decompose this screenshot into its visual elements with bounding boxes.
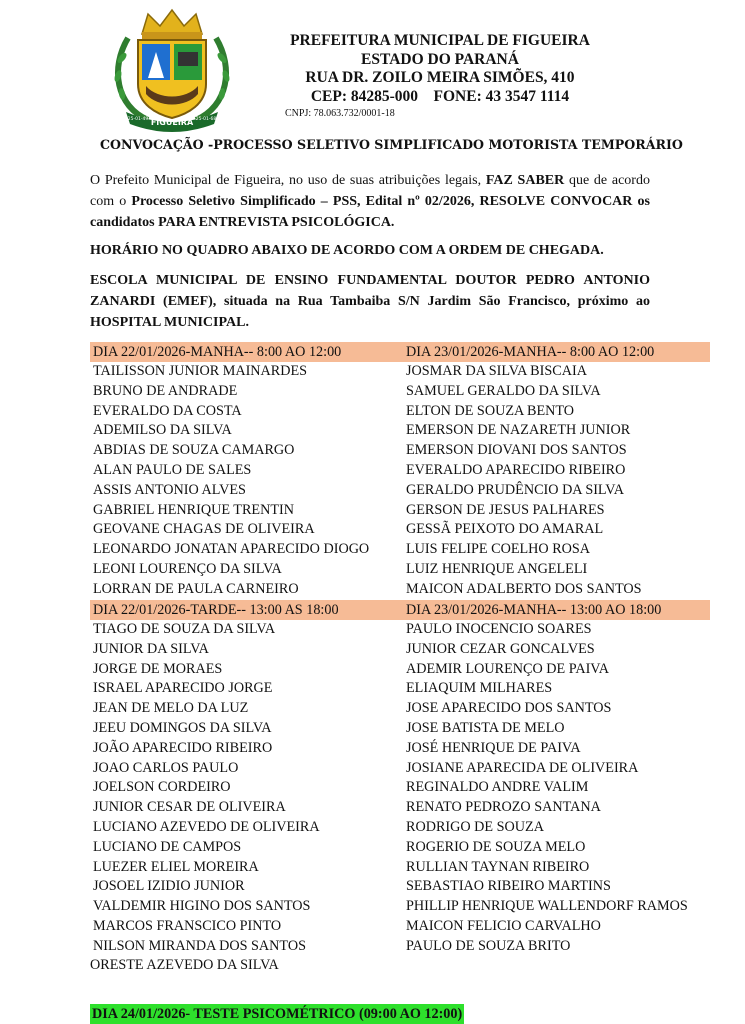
table-row — [90, 838, 710, 858]
candidate-name-left: EVERALDO DA COSTA — [93, 402, 242, 419]
table-row — [90, 382, 710, 402]
candidate-name-right: RODRIGO DE SOUZA — [406, 818, 544, 835]
candidate-name-right: PAULO INOCENCIO SOARES — [406, 621, 592, 637]
table-row — [90, 937, 710, 957]
table-row — [90, 798, 710, 818]
table-row — [90, 759, 710, 779]
crest-date-left: 25-01-49 — [127, 117, 149, 122]
psychometric-test-note: DIA 24/01/2026- TESTE PSICOMÉTRICO (09:00 AO 12:00) — [92, 1006, 463, 1022]
cnpj: CNPJ: 78.063.732/0001-18 — [285, 108, 395, 119]
table-row — [90, 818, 710, 838]
intro-paragraph — [90, 170, 650, 233]
table-row — [90, 660, 710, 680]
candidate-name-left: LEONI LOURENÇO DA SILVA — [93, 560, 282, 577]
municipal-crest-icon — [108, 8, 236, 132]
candidate-name-left: JOÃO APARECIDO RIBEIRO — [93, 739, 273, 756]
table-row — [90, 620, 710, 640]
candidate-name-left: ADEMILSO DA SILVA — [93, 422, 232, 439]
table-row — [90, 441, 710, 461]
candidate-name-left: TIAGO DE SOUZA DA SILVA — [93, 621, 276, 637]
crest-date-right: 25-01-68 — [195, 117, 217, 122]
candidate-name-right: EMERSON DIOVANI DOS SANTOS — [406, 442, 627, 459]
table-row — [90, 520, 710, 540]
candidate-name-left: NILSON MIRANDA DOS SANTOS — [93, 937, 306, 954]
candidate-name-right: ELTON DE SOUZA BENTO — [406, 402, 575, 419]
table-row — [90, 679, 710, 699]
candidate-name-right: REGINALDO ANDRE VALIM — [406, 779, 589, 796]
document-title: CONVOCAÇÃO -PROCESSO SELETIVO SIMPLIFICADO MOTORISTA TEMPORÁRIO — [100, 137, 683, 152]
table-row — [90, 421, 710, 441]
table-row — [90, 640, 710, 660]
schedule-block-1 — [90, 342, 710, 600]
candidate-name-left: LUEZER ELIEL MOREIRA — [93, 858, 259, 875]
candidate-name-right: GESSÃ PEIXOTO DO AMARAL — [406, 521, 604, 538]
letterhead-line-2: ESTADO DO PARANÁ — [361, 50, 519, 68]
candidate-name-right: JOSMAR DA SILVA BISCAIA — [406, 363, 587, 379]
candidate-name-right: GERSON DE JESUS PALHARES — [406, 501, 605, 518]
candidate-name-right: JUNIOR CEZAR GONCALVES — [406, 640, 595, 657]
intro-bold-1: FAZ SABER — [485, 173, 565, 188]
candidate-name-right: RULLIAN TAYNAN RIBEIRO — [406, 858, 590, 875]
candidate-name-left: TAILISSON JUNIOR MAINARDES — [93, 363, 308, 379]
location-paragraph: ESCOLA MUNICIPAL DE ENSINO FUNDAMENTAL DOUTOR PEDRO ANTONIO ZANARDI (EMEF), situada na Rua Tambaiba S/N Jardim São Francisco, próximo ao HOSPITAL MUNICIPAL. — [90, 273, 650, 330]
candidate-name-right: PAULO DE SOUZA BRITO — [406, 937, 571, 954]
candidate-name-right: EMERSON DE NAZARETH JUNIOR — [406, 422, 631, 439]
candidate-name-right: JOSÉ HENRIQUE DE PAIVA — [406, 739, 581, 756]
candidate-name-left: ASSIS ANTONIO ALVES — [93, 481, 246, 498]
candidate-name-right: ROGERIO DE SOUZA MELO — [406, 838, 586, 855]
table-row — [90, 540, 710, 560]
candidate-name-right: JOSE APARECIDO DOS SANTOS — [406, 700, 612, 717]
extra-candidate: ORESTE AZEVEDO DA SILVA — [90, 957, 279, 973]
candidate-name-right: PHILLIP HENRIQUE WALLENDORF RAMOS — [406, 898, 688, 915]
table-row — [90, 560, 710, 580]
candidate-name-right: JOSE BATISTA DE MELO — [406, 719, 565, 736]
candidate-name-left: VALDEMIR HIGINO DOS SANTOS — [93, 898, 311, 915]
candidate-name-left: MARCOS FRANSCICO PINTO — [93, 917, 282, 934]
candidate-name-left: JORGE DE MORAES — [93, 660, 223, 677]
letterhead-line-1: PREFEITURA MUNICIPAL DE FIGUEIRA — [290, 32, 590, 49]
block1-right-header: DIA 23/01/2026-MANHA-- 8:00 AO 12:00 — [406, 344, 655, 360]
candidate-name-left: JUNIOR DA SILVA — [93, 640, 209, 657]
intro-bold-2: Processo Seletivo Simplificado – PSS, Edital nº 02/2026, RESOLVE CONVOCAR os candidatos PARA ENTREVISTA PSICOLÓGICA. — [90, 194, 650, 230]
candidate-name-right: MAICON FELICIO CARVALHO — [406, 917, 601, 934]
candidate-name-left: LUCIANO AZEVEDO DE OLIVEIRA — [93, 818, 320, 835]
letterhead-line-3: RUA DR. ZOILO MEIRA SIMÕES, 410 — [305, 69, 575, 86]
candidate-name-right: ELIAQUIM MILHARES — [406, 680, 553, 697]
block2-left-header: DIA 22/01/2026-TARDE-- 13:00 AS 18:00 — [93, 602, 339, 618]
candidate-name-right: LUIS FELIPE COELHO ROSA — [406, 541, 591, 558]
block1-left-header: DIA 22/01/2026-MANHA-- 8:00 AO 12:00 — [93, 344, 342, 360]
table-row — [90, 778, 710, 798]
schedule-header-row — [90, 600, 710, 620]
candidate-name-left: LORRAN DE PAULA CARNEIRO — [93, 580, 299, 597]
candidate-name-left: ISRAEL APARECIDO JORGE — [93, 680, 273, 697]
candidate-name-left: JOELSON CORDEIRO — [93, 779, 231, 796]
block2-right-header: DIA 23/01/2026-MANHA-- 13:00 AO 18:00 — [406, 602, 662, 618]
candidate-name-left: GEOVANE CHAGAS DE OLIVEIRA — [93, 521, 315, 538]
candidate-name-right: RENATO PEDROZO SANTANA — [406, 799, 601, 816]
table-row — [90, 362, 710, 382]
candidate-name-left: JOSOEL IZIDIO JUNIOR — [93, 878, 245, 895]
table-row — [90, 739, 710, 759]
candidate-name-left: JEAN DE MELO DA LUZ — [93, 700, 249, 717]
letterhead-line-4: CEP: 84285-000 FONE: 43 3547 1114 — [310, 87, 570, 105]
intro-text-2: que de acordo com o — [90, 173, 650, 209]
candidate-name-right: ADEMIR LOURENÇO DE PAIVA — [406, 660, 609, 677]
candidate-name-left: JOAO CARLOS PAULO — [93, 759, 239, 776]
table-row — [90, 481, 710, 501]
candidate-name-left: LEONARDO JONATAN APARECIDO DIOGO — [93, 541, 370, 558]
schedule-header-row — [90, 342, 710, 362]
table-row — [90, 461, 710, 481]
table-row — [90, 917, 710, 937]
candidate-name-right: LUIZ HENRIQUE ANGELELI — [406, 560, 588, 577]
candidate-name-right: GERALDO PRUDÊNCIO DA SILVA — [406, 481, 624, 498]
schedule-note: HORÁRIO NO QUADRO ABAIXO DE ACORDO COM A ORDEM DE CHEGADA. — [90, 243, 604, 258]
candidate-name-right: JOSIANE APARECIDA DE OLIVEIRA — [406, 759, 639, 776]
table-row — [90, 877, 710, 897]
candidate-name-left: BRUNO DE ANDRADE — [93, 382, 238, 399]
crest-ribbon-text: FIGUEIRA — [150, 118, 194, 127]
candidate-name-right: EVERALDO APARECIDO RIBEIRO — [406, 461, 626, 478]
table-row — [90, 699, 710, 719]
candidate-name-left: JEEU DOMINGOS DA SILVA — [93, 719, 272, 736]
candidate-name-left: ABDIAS DE SOUZA CAMARGO — [93, 442, 295, 459]
table-row — [90, 719, 710, 739]
candidate-name-left: GABRIEL HENRIQUE TRENTIN — [93, 501, 294, 518]
table-row — [90, 501, 710, 521]
letterhead — [0, 0, 745, 130]
table-row — [90, 858, 710, 878]
intro-text-1: O Prefeito Municipal de Figueira, no uso de suas atribuições legais, — [90, 173, 486, 188]
letterhead-text — [250, 32, 630, 106]
candidate-name-left: ALAN PAULO DE SALES — [93, 461, 252, 478]
candidate-name-right: SEBASTIAO RIBEIRO MARTINS — [406, 878, 611, 895]
candidate-name-left: LUCIANO DE CAMPOS — [93, 838, 242, 855]
table-row — [90, 897, 710, 917]
block1-rows — [90, 362, 710, 600]
candidate-name-right: MAICON ADALBERTO DOS SANTOS — [406, 580, 642, 597]
table-row — [90, 402, 710, 422]
candidate-name-right: SAMUEL GERALDO DA SILVA — [406, 382, 601, 399]
candidate-name-left: JUNIOR CESAR DE OLIVEIRA — [93, 799, 286, 816]
schedule-block-2 — [90, 600, 710, 957]
table-row — [90, 580, 710, 600]
block2-rows — [90, 620, 710, 957]
